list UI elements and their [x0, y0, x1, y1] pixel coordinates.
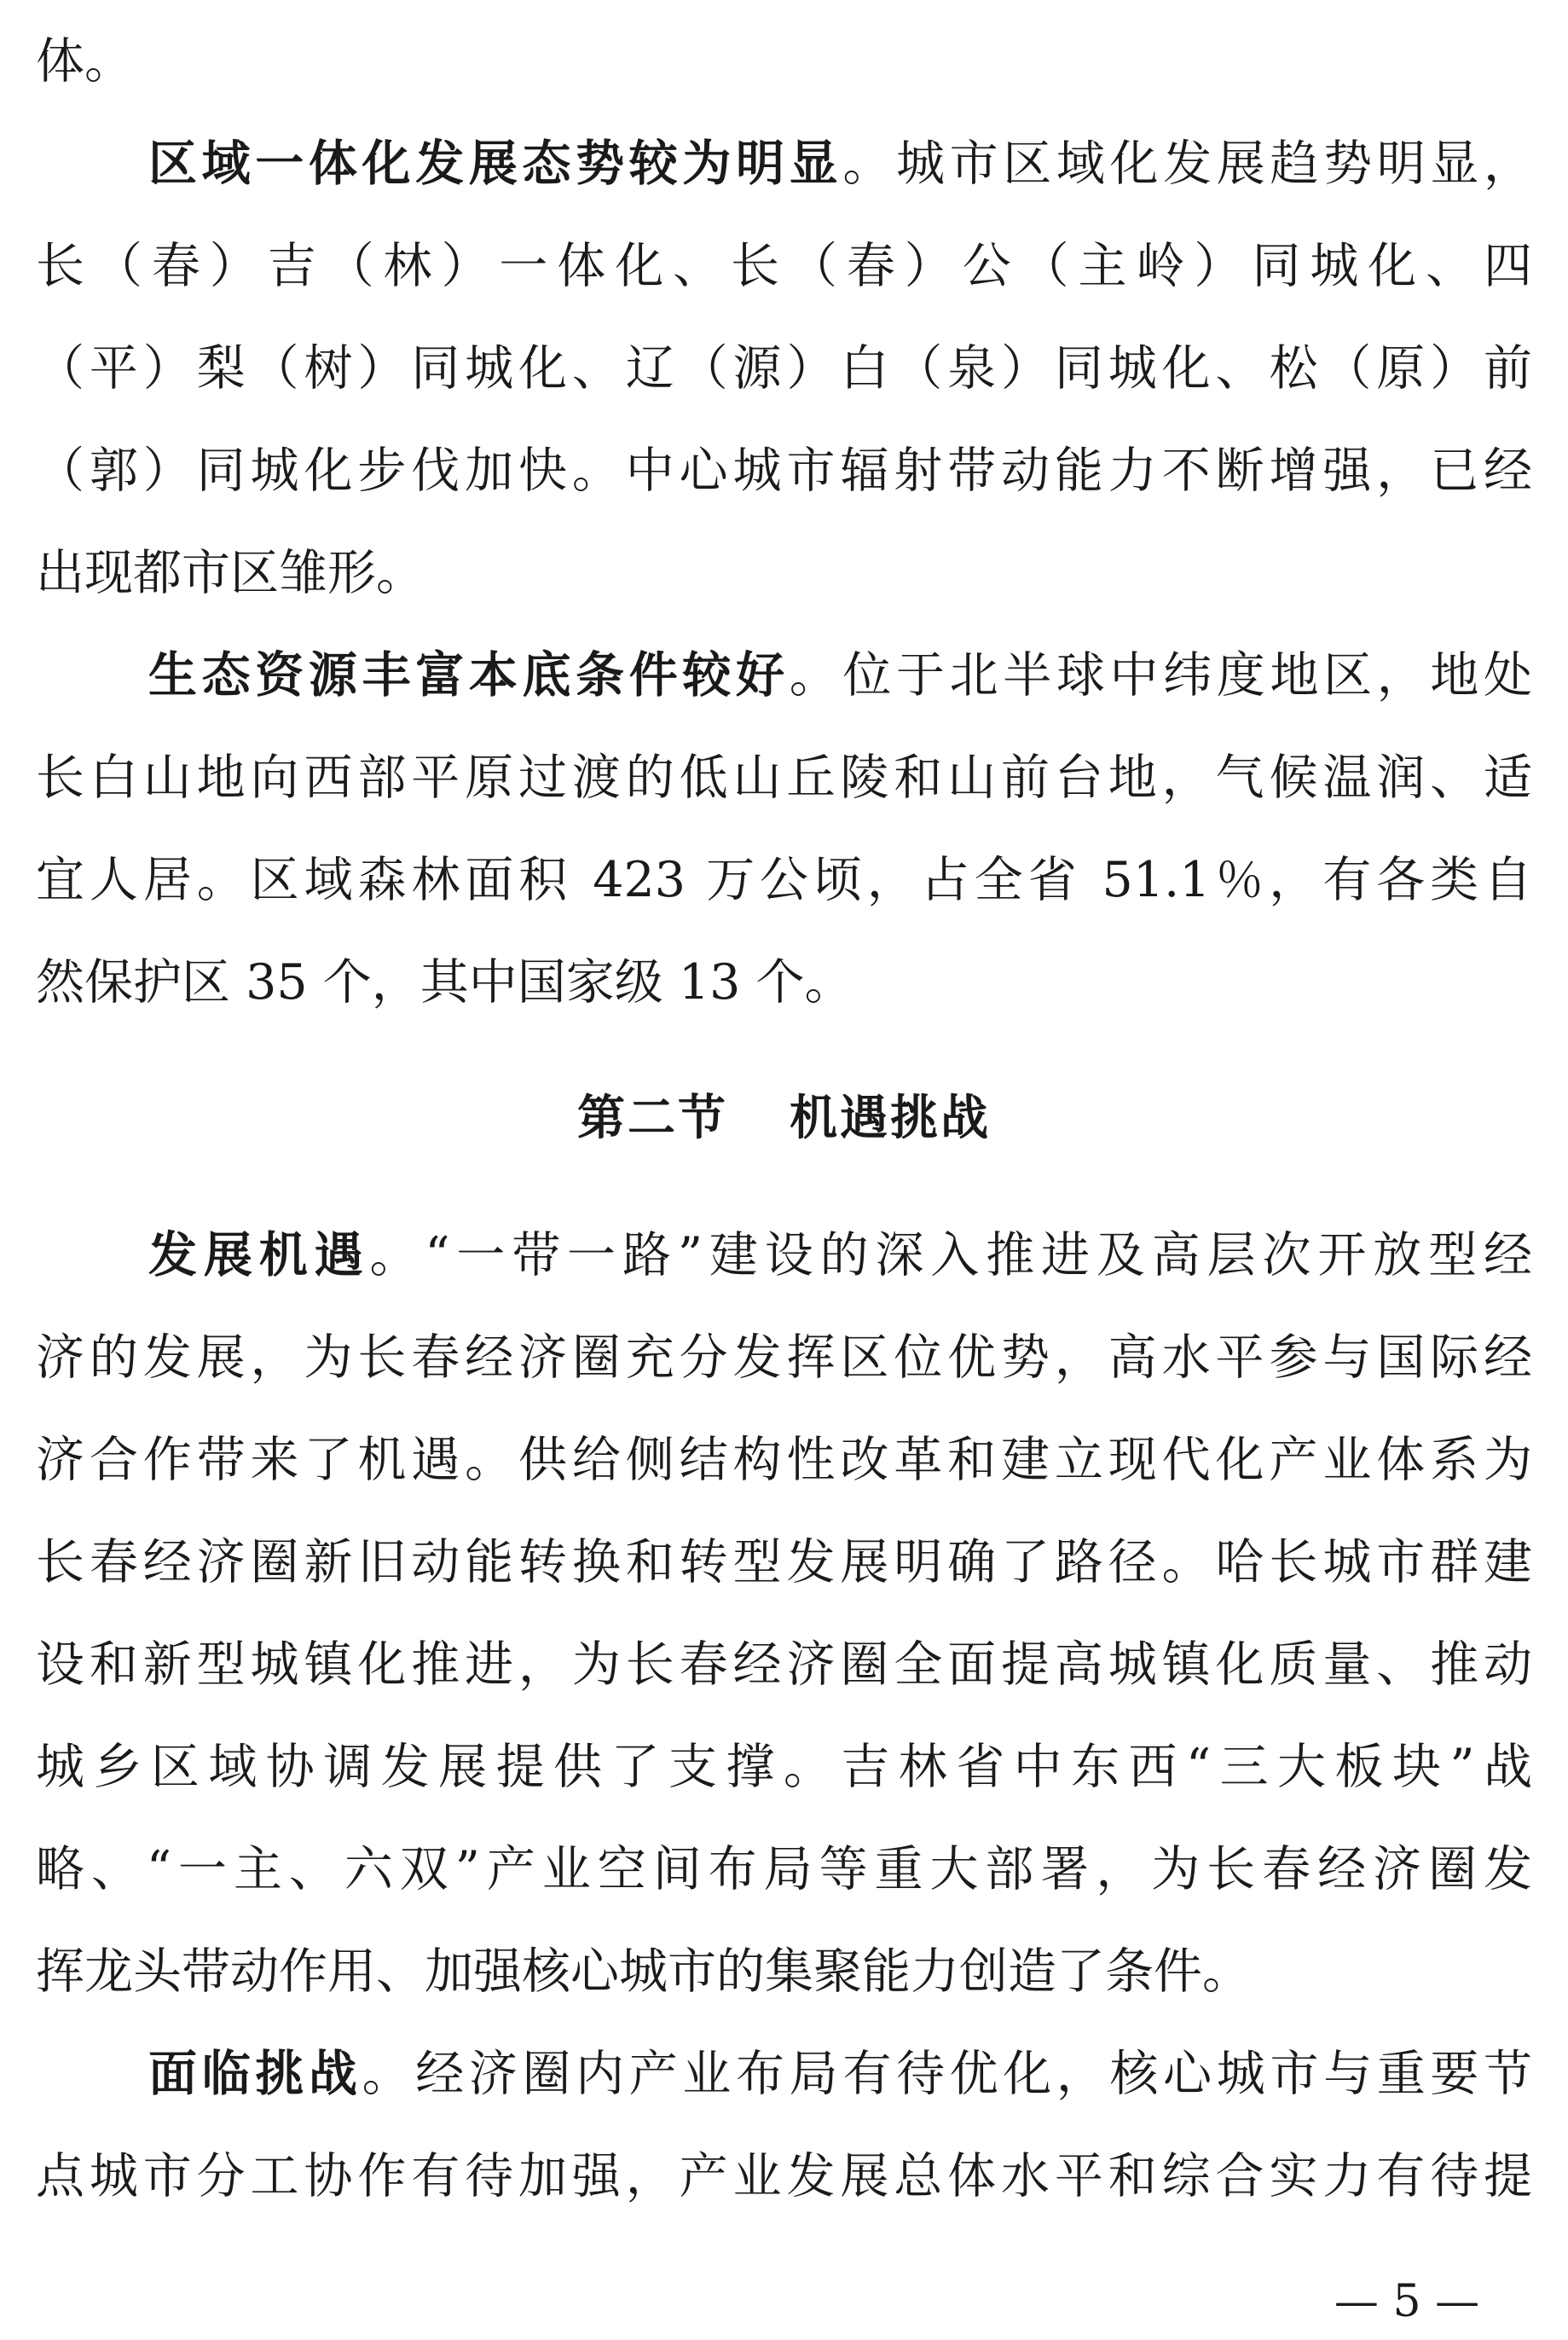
line-text: 体。: [36, 33, 133, 90]
line-text: 。“一带一路”建设的深入推进及高层次开放型经: [369, 1227, 1532, 1283]
line-text: （平）梨（树）同城化、辽（源）白（泉）同城化、松（原）前: [36, 340, 1532, 397]
line-text: 设和新型城镇化推进，为长春经济圈全面提高城镇化质量、推动: [36, 1636, 1532, 1693]
line-text: 出现都市区雏形。: [36, 545, 425, 601]
text-line: [36, 931, 1532, 1034]
line-text: 宜人居。区域森林面积 423 万公顷，占全省 51.1％，有各类自: [36, 852, 1532, 908]
line-text: （郭）同城化步伐加快。中心城市辐射带动能力不断增强，已经: [36, 443, 1532, 499]
text-line: [36, 1716, 1532, 1818]
text-line: [36, 420, 1532, 522]
text-line: [36, 1511, 1532, 1613]
line-text: 长（春）吉（林）一体化、长（春）公（主岭）同城化、四: [36, 238, 1532, 294]
text-line: [36, 624, 1532, 727]
line-text: 长白山地向西部平原过渡的低山丘陵和山前台地，气候温润、适: [36, 750, 1532, 806]
line-text: 济合作带来了机遇。供给侧结构性改革和建立现代化产业体系为: [36, 1432, 1532, 1488]
section-title: 机遇挑战: [790, 1091, 991, 1146]
section-heading: [0, 1068, 1568, 1170]
text-line: [36, 2125, 1532, 2227]
text-line: [36, 829, 1532, 931]
text-line: [36, 522, 1532, 624]
text-line: [36, 727, 1532, 829]
bold-lead-phrase: 发展机遇: [148, 1227, 370, 1283]
text-line: [36, 2023, 1532, 2125]
line-text: 。城市区域化发展趋势明显，: [842, 136, 1532, 192]
text-line: [36, 1613, 1532, 1716]
text-line: [36, 1409, 1532, 1511]
line-text: 然保护区 35 个，其中国家级 13 个。: [36, 954, 853, 1011]
line-text: 点城市分工协作有待加强，产业发展总体水平和综合实力有待提: [36, 2148, 1532, 2204]
line-text: 。经济圈内产业布局有待优化，核心城市与重要节: [362, 2046, 1532, 2102]
section-number: 第二节: [577, 1091, 728, 1146]
text-line: [36, 113, 1532, 215]
line-text: 略、“一主、六双”产业空间布局等重大部署，为长春经济圈发: [36, 1841, 1532, 1897]
bold-lead-phrase: 面临挑战: [148, 2046, 362, 2102]
text-line: [36, 317, 1532, 420]
line-text: 挥龙头带动作用、加强核心城市的集聚能力创造了条件。: [36, 1943, 1251, 2000]
text-line: [36, 1204, 1532, 1306]
bold-lead-phrase: 区域一体化发展态势较为明显: [148, 136, 843, 192]
line-text: 济的发展，为长春经济圈充分发挥区位优势，高水平参与国际经: [36, 1329, 1532, 1386]
text-line: [36, 10, 1532, 113]
bold-lead-phrase: 生态资源丰富本底条件较好: [148, 647, 790, 704]
line-text: 。位于北半球中纬度地区，地处: [789, 647, 1532, 704]
text-line: [36, 1818, 1532, 1920]
text-line: [36, 215, 1532, 317]
line-text: 长春经济圈新旧动能转换和转型发展明确了路径。哈长城市群建: [36, 1534, 1532, 1590]
text-line: [36, 1306, 1532, 1409]
page-number: — 5 —: [1334, 2276, 1480, 2327]
line-text: 城乡区域协调发展提供了支撑。吉林省中东西“三大板块”战: [36, 1739, 1532, 1795]
text-line: [36, 1920, 1532, 2023]
